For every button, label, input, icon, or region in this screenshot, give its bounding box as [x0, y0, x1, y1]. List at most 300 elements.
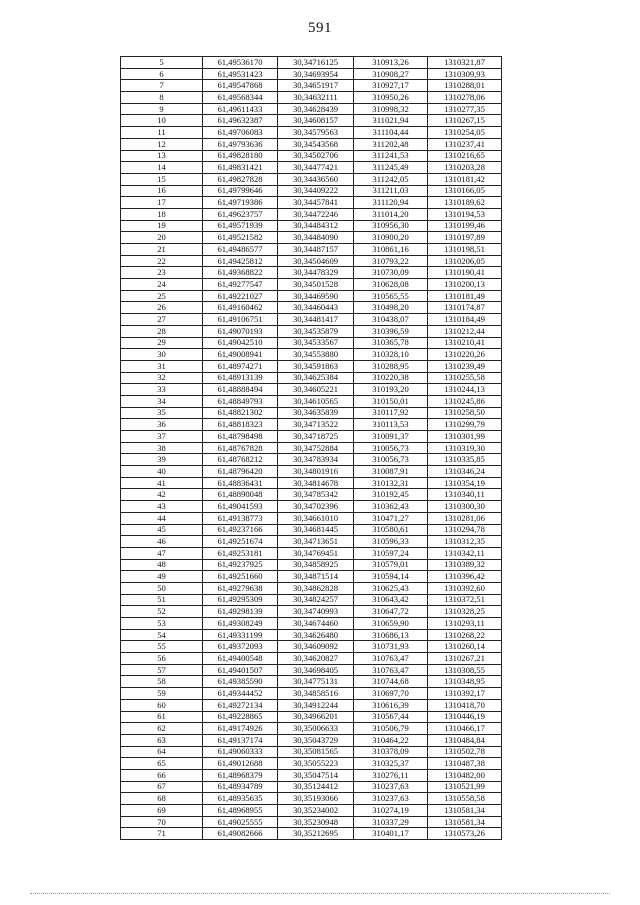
- point-number-cell: 20: [121, 232, 203, 244]
- y-coordinate-cell: 1310396,42: [428, 571, 502, 583]
- table-row: [121, 115, 502, 127]
- point-number-cell: 7: [121, 80, 203, 92]
- longitude-cell: 30,35212695: [278, 828, 354, 840]
- table-row: [121, 57, 502, 69]
- longitude-cell: 30,34478329: [278, 267, 354, 279]
- y-coordinate-cell: 1310181,49: [428, 290, 502, 302]
- y-coordinate-cell: 1310354,19: [428, 477, 502, 489]
- latitude-cell: 61,48913139: [203, 372, 278, 384]
- table-row: [121, 372, 502, 384]
- y-coordinate-cell: 1310212,44: [428, 325, 502, 337]
- y-coordinate-cell: 1310198,51: [428, 244, 502, 256]
- x-coordinate-cell: 311211,03: [354, 185, 428, 197]
- y-coordinate-cell: 1310267,15: [428, 115, 502, 127]
- y-coordinate-cell: 1310335,85: [428, 454, 502, 466]
- y-coordinate-cell: 1310237,41: [428, 138, 502, 150]
- latitude-cell: 61,49831421: [203, 162, 278, 174]
- x-coordinate-cell: 310763,47: [354, 653, 428, 665]
- table-row: [121, 80, 502, 92]
- table-row: [121, 758, 502, 770]
- latitude-cell: 61,49827828: [203, 173, 278, 185]
- y-coordinate-cell: 1310254,05: [428, 127, 502, 139]
- coordinates-table-body: [121, 57, 502, 840]
- y-coordinate-cell: 1310392,60: [428, 582, 502, 594]
- point-number-cell: 40: [121, 466, 203, 478]
- x-coordinate-cell: 310697,70: [354, 688, 428, 700]
- longitude-cell: 30,34625384: [278, 372, 354, 384]
- y-coordinate-cell: 1310312,35: [428, 536, 502, 548]
- latitude-cell: 61,49547868: [203, 80, 278, 92]
- table-row: [121, 360, 502, 372]
- latitude-cell: 61,49401507: [203, 664, 278, 676]
- point-number-cell: 29: [121, 337, 203, 349]
- latitude-cell: 61,49793636: [203, 138, 278, 150]
- table-row: [121, 501, 502, 513]
- point-number-cell: 14: [121, 162, 203, 174]
- latitude-cell: 61,49571939: [203, 220, 278, 232]
- point-number-cell: 58: [121, 676, 203, 688]
- latitude-cell: 61,49174926: [203, 723, 278, 735]
- y-coordinate-cell: 1310190,41: [428, 267, 502, 279]
- latitude-cell: 61,49228865: [203, 711, 278, 723]
- longitude-cell: 30,34635839: [278, 407, 354, 419]
- table-row: [121, 454, 502, 466]
- longitude-cell: 30,34477421: [278, 162, 354, 174]
- y-coordinate-cell: 1310197,89: [428, 232, 502, 244]
- table-row: [121, 688, 502, 700]
- x-coordinate-cell: 310913,26: [354, 57, 428, 69]
- y-coordinate-cell: 1310260,14: [428, 641, 502, 653]
- x-coordinate-cell: 310365,78: [354, 337, 428, 349]
- x-coordinate-cell: 310956,30: [354, 220, 428, 232]
- x-coordinate-cell: 310220,38: [354, 372, 428, 384]
- point-number-cell: 55: [121, 641, 203, 653]
- longitude-cell: 30,34504609: [278, 255, 354, 267]
- latitude-cell: 61,49372093: [203, 641, 278, 653]
- longitude-cell: 30,34702396: [278, 501, 354, 513]
- table-row: [121, 197, 502, 209]
- latitude-cell: 61,49106751: [203, 314, 278, 326]
- table-row: [121, 734, 502, 746]
- x-coordinate-cell: 310056,73: [354, 442, 428, 454]
- table-row: [121, 290, 502, 302]
- longitude-cell: 30,34460443: [278, 302, 354, 314]
- point-number-cell: 12: [121, 138, 203, 150]
- table-row: [121, 793, 502, 805]
- point-number-cell: 67: [121, 781, 203, 793]
- latitude-cell: 61,49611433: [203, 103, 278, 115]
- point-number-cell: 50: [121, 582, 203, 594]
- table-row: [121, 127, 502, 139]
- point-number-cell: 21: [121, 244, 203, 256]
- table-row: [121, 559, 502, 571]
- point-number-cell: 52: [121, 606, 203, 618]
- y-coordinate-cell: 1310244,13: [428, 384, 502, 396]
- point-number-cell: 42: [121, 489, 203, 501]
- x-coordinate-cell: 310900,20: [354, 232, 428, 244]
- y-coordinate-cell: 1310521,99: [428, 781, 502, 793]
- longitude-cell: 30,34651917: [278, 80, 354, 92]
- x-coordinate-cell: 310396,59: [354, 325, 428, 337]
- x-coordinate-cell: 310567,44: [354, 711, 428, 723]
- point-number-cell: 33: [121, 384, 203, 396]
- x-coordinate-cell: 310625,43: [354, 582, 428, 594]
- point-number-cell: 39: [121, 454, 203, 466]
- y-coordinate-cell: 1310293,11: [428, 618, 502, 630]
- x-coordinate-cell: 310378,09: [354, 746, 428, 758]
- point-number-cell: 51: [121, 594, 203, 606]
- table-row: [121, 629, 502, 641]
- y-coordinate-cell: 1310268,22: [428, 629, 502, 641]
- table-row: [121, 279, 502, 291]
- x-coordinate-cell: 310237,63: [354, 781, 428, 793]
- y-coordinate-cell: 1310389,32: [428, 559, 502, 571]
- x-coordinate-cell: 310362,43: [354, 501, 428, 513]
- latitude-cell: 61,49041593: [203, 501, 278, 513]
- table-row: [121, 477, 502, 489]
- longitude-cell: 30,34752884: [278, 442, 354, 454]
- longitude-cell: 30,34769451: [278, 547, 354, 559]
- table-row: [121, 244, 502, 256]
- table-row: [121, 547, 502, 559]
- point-number-cell: 10: [121, 115, 203, 127]
- y-coordinate-cell: 1310300,30: [428, 501, 502, 513]
- point-number-cell: 43: [121, 501, 203, 513]
- point-number-cell: 6: [121, 68, 203, 80]
- latitude-cell: 61,48974271: [203, 360, 278, 372]
- point-number-cell: 62: [121, 723, 203, 735]
- latitude-cell: 61,49025555: [203, 816, 278, 828]
- point-number-cell: 38: [121, 442, 203, 454]
- table-row: [121, 594, 502, 606]
- table-row: [121, 419, 502, 431]
- y-coordinate-cell: 1310301,99: [428, 431, 502, 443]
- point-number-cell: 19: [121, 220, 203, 232]
- longitude-cell: 30,34626480: [278, 629, 354, 641]
- longitude-cell: 30,34591863: [278, 360, 354, 372]
- longitude-cell: 30,34824257: [278, 594, 354, 606]
- x-coordinate-cell: 310337,29: [354, 816, 428, 828]
- point-number-cell: 13: [121, 150, 203, 162]
- y-coordinate-cell: 1310281,06: [428, 512, 502, 524]
- point-number-cell: 53: [121, 618, 203, 630]
- longitude-cell: 30,35055223: [278, 758, 354, 770]
- table-row: [121, 489, 502, 501]
- point-number-cell: 69: [121, 805, 203, 817]
- y-coordinate-cell: 1310258,50: [428, 407, 502, 419]
- y-coordinate-cell: 1310392,17: [428, 688, 502, 700]
- y-coordinate-cell: 1310294,78: [428, 524, 502, 536]
- y-coordinate-cell: 1310216,65: [428, 150, 502, 162]
- latitude-cell: 61,49295309: [203, 594, 278, 606]
- y-coordinate-cell: 1310484,84: [428, 734, 502, 746]
- table-row: [121, 431, 502, 443]
- x-coordinate-cell: 310998,32: [354, 103, 428, 115]
- y-coordinate-cell: 1310581,34: [428, 816, 502, 828]
- latitude-cell: 61,49344452: [203, 688, 278, 700]
- y-coordinate-cell: 1310581,34: [428, 805, 502, 817]
- latitude-cell: 61,48934789: [203, 781, 278, 793]
- longitude-cell: 30,34484312: [278, 220, 354, 232]
- page-number: 591: [308, 20, 332, 36]
- latitude-cell: 61,49251660: [203, 571, 278, 583]
- latitude-cell: 61,49042510: [203, 337, 278, 349]
- latitude-cell: 61,49706083: [203, 127, 278, 139]
- x-coordinate-cell: 311242,05: [354, 173, 428, 185]
- y-coordinate-cell: 1310328,25: [428, 606, 502, 618]
- table-row: [121, 185, 502, 197]
- latitude-cell: 61,48767828: [203, 442, 278, 454]
- longitude-cell: 30,34674460: [278, 618, 354, 630]
- x-coordinate-cell: 310192,45: [354, 489, 428, 501]
- latitude-cell: 61,49070193: [203, 325, 278, 337]
- x-coordinate-cell: 311104,44: [354, 127, 428, 139]
- latitude-cell: 61,49277547: [203, 279, 278, 291]
- coordinates-table: [120, 56, 502, 840]
- table-row: [121, 653, 502, 665]
- table-row: [121, 162, 502, 174]
- latitude-cell: 61,49623757: [203, 208, 278, 220]
- table-row: [121, 103, 502, 115]
- x-coordinate-cell: 310596,33: [354, 536, 428, 548]
- latitude-cell: 61,48888494: [203, 384, 278, 396]
- x-coordinate-cell: 310288,95: [354, 360, 428, 372]
- page-bottom-divider: [30, 893, 610, 894]
- x-coordinate-cell: 310580,61: [354, 524, 428, 536]
- latitude-cell: 61,48836431: [203, 477, 278, 489]
- latitude-cell: 61,48935635: [203, 793, 278, 805]
- table-row: [121, 466, 502, 478]
- latitude-cell: 61,49237925: [203, 559, 278, 571]
- longitude-cell: 30,34610565: [278, 395, 354, 407]
- latitude-cell: 61,49400548: [203, 653, 278, 665]
- y-coordinate-cell: 1310446,19: [428, 711, 502, 723]
- y-coordinate-cell: 1310321,87: [428, 57, 502, 69]
- x-coordinate-cell: 311120,94: [354, 197, 428, 209]
- table-row: [121, 349, 502, 361]
- table-row: [121, 582, 502, 594]
- longitude-cell: 30,34661010: [278, 512, 354, 524]
- longitude-cell: 30,35124412: [278, 781, 354, 793]
- longitude-cell: 30,35234002: [278, 805, 354, 817]
- x-coordinate-cell: 310861,16: [354, 244, 428, 256]
- point-number-cell: 70: [121, 816, 203, 828]
- latitude-cell: 61,49251674: [203, 536, 278, 548]
- point-number-cell: 17: [121, 197, 203, 209]
- point-number-cell: 9: [121, 103, 203, 115]
- point-number-cell: 31: [121, 360, 203, 372]
- table-row: [121, 571, 502, 583]
- longitude-cell: 30,34966201: [278, 711, 354, 723]
- point-number-cell: 65: [121, 758, 203, 770]
- y-coordinate-cell: 1310342,11: [428, 547, 502, 559]
- longitude-cell: 30,34469590: [278, 290, 354, 302]
- longitude-cell: 30,35006633: [278, 723, 354, 735]
- table-row: [121, 232, 502, 244]
- latitude-cell: 61,48968379: [203, 769, 278, 781]
- y-coordinate-cell: 1310255,58: [428, 372, 502, 384]
- latitude-cell: 61,49272134: [203, 699, 278, 711]
- longitude-cell: 30,35043729: [278, 734, 354, 746]
- point-number-cell: 44: [121, 512, 203, 524]
- y-coordinate-cell: 1310487,38: [428, 758, 502, 770]
- point-number-cell: 64: [121, 746, 203, 758]
- y-coordinate-cell: 1310299,79: [428, 419, 502, 431]
- latitude-cell: 61,49237166: [203, 524, 278, 536]
- point-number-cell: 59: [121, 688, 203, 700]
- y-coordinate-cell: 1310346,24: [428, 466, 502, 478]
- point-number-cell: 23: [121, 267, 203, 279]
- table-row: [121, 314, 502, 326]
- x-coordinate-cell: 310506,79: [354, 723, 428, 735]
- y-coordinate-cell: 1310309,93: [428, 68, 502, 80]
- x-coordinate-cell: 310325,37: [354, 758, 428, 770]
- longitude-cell: 30,34502706: [278, 150, 354, 162]
- longitude-cell: 30,34481417: [278, 314, 354, 326]
- latitude-cell: 61,48796420: [203, 466, 278, 478]
- x-coordinate-cell: 310594,14: [354, 571, 428, 583]
- table-row: [121, 699, 502, 711]
- x-coordinate-cell: 311245,49: [354, 162, 428, 174]
- point-number-cell: 68: [121, 793, 203, 805]
- table-row: [121, 816, 502, 828]
- longitude-cell: 30,34912244: [278, 699, 354, 711]
- longitude-cell: 30,34862828: [278, 582, 354, 594]
- table-row: [121, 150, 502, 162]
- table-row: [121, 442, 502, 454]
- longitude-cell: 30,34533567: [278, 337, 354, 349]
- table-row: [121, 267, 502, 279]
- longitude-cell: 30,34436560: [278, 173, 354, 185]
- x-coordinate-cell: 310471,27: [354, 512, 428, 524]
- longitude-cell: 30,34785342: [278, 489, 354, 501]
- latitude-cell: 61,49799646: [203, 185, 278, 197]
- x-coordinate-cell: 310616,39: [354, 699, 428, 711]
- longitude-cell: 30,34501528: [278, 279, 354, 291]
- point-number-cell: 8: [121, 92, 203, 104]
- latitude-cell: 61,49425812: [203, 255, 278, 267]
- longitude-cell: 30,34628439: [278, 103, 354, 115]
- x-coordinate-cell: 310401,17: [354, 828, 428, 840]
- x-coordinate-cell: 310150,01: [354, 395, 428, 407]
- x-coordinate-cell: 310643,42: [354, 594, 428, 606]
- x-coordinate-cell: 310730,09: [354, 267, 428, 279]
- y-coordinate-cell: 1310573,26: [428, 828, 502, 840]
- table-row: [121, 395, 502, 407]
- y-coordinate-cell: 1310308,55: [428, 664, 502, 676]
- x-coordinate-cell: 311202,48: [354, 138, 428, 150]
- longitude-cell: 30,34698405: [278, 664, 354, 676]
- x-coordinate-cell: 310117,92: [354, 407, 428, 419]
- table-row: [121, 92, 502, 104]
- table-row: [121, 618, 502, 630]
- latitude-cell: 61,49828180: [203, 150, 278, 162]
- x-coordinate-cell: 310274,19: [354, 805, 428, 817]
- longitude-cell: 30,34783934: [278, 454, 354, 466]
- latitude-cell: 61,49531423: [203, 68, 278, 80]
- latitude-cell: 61,49012688: [203, 758, 278, 770]
- longitude-cell: 30,34608157: [278, 115, 354, 127]
- x-coordinate-cell: 310793,22: [354, 255, 428, 267]
- y-coordinate-cell: 1310203,28: [428, 162, 502, 174]
- longitude-cell: 30,34740993: [278, 606, 354, 618]
- x-coordinate-cell: 310950,26: [354, 92, 428, 104]
- longitude-cell: 30,34543568: [278, 138, 354, 150]
- point-number-cell: 56: [121, 653, 203, 665]
- longitude-cell: 30,34858516: [278, 688, 354, 700]
- point-number-cell: 32: [121, 372, 203, 384]
- point-number-cell: 11: [121, 127, 203, 139]
- longitude-cell: 30,34605221: [278, 384, 354, 396]
- y-coordinate-cell: 1310466,17: [428, 723, 502, 735]
- longitude-cell: 30,35193066: [278, 793, 354, 805]
- point-number-cell: 24: [121, 279, 203, 291]
- latitude-cell: 61,49253181: [203, 547, 278, 559]
- table-row: [121, 407, 502, 419]
- point-number-cell: 48: [121, 559, 203, 571]
- table-row: [121, 828, 502, 840]
- table-row: [121, 138, 502, 150]
- latitude-cell: 61,49632387: [203, 115, 278, 127]
- table-row: [121, 208, 502, 220]
- x-coordinate-cell: 310908,27: [354, 68, 428, 80]
- x-coordinate-cell: 310438,07: [354, 314, 428, 326]
- x-coordinate-cell: 310132,31: [354, 477, 428, 489]
- x-coordinate-cell: 310579,01: [354, 559, 428, 571]
- point-number-cell: 46: [121, 536, 203, 548]
- point-number-cell: 63: [121, 734, 203, 746]
- table-row: [121, 337, 502, 349]
- point-number-cell: 54: [121, 629, 203, 641]
- table-row: [121, 536, 502, 548]
- x-coordinate-cell: 310056,73: [354, 454, 428, 466]
- point-number-cell: 36: [121, 419, 203, 431]
- latitude-cell: 61,48768212: [203, 454, 278, 466]
- x-coordinate-cell: 310731,93: [354, 641, 428, 653]
- point-number-cell: 5: [121, 57, 203, 69]
- y-coordinate-cell: 1310206,05: [428, 255, 502, 267]
- latitude-cell: 61,49568344: [203, 92, 278, 104]
- y-coordinate-cell: 1310319,30: [428, 442, 502, 454]
- y-coordinate-cell: 1310174,87: [428, 302, 502, 314]
- table-row: [121, 524, 502, 536]
- table-row: [121, 220, 502, 232]
- longitude-cell: 30,34487157: [278, 244, 354, 256]
- x-coordinate-cell: 310565,55: [354, 290, 428, 302]
- table-row: [121, 805, 502, 817]
- point-number-cell: 30: [121, 349, 203, 361]
- x-coordinate-cell: 310686,13: [354, 629, 428, 641]
- x-coordinate-cell: 311241,53: [354, 150, 428, 162]
- table-row: [121, 711, 502, 723]
- longitude-cell: 30,34472246: [278, 208, 354, 220]
- latitude-cell: 61,49331199: [203, 629, 278, 641]
- y-coordinate-cell: 1310166,05: [428, 185, 502, 197]
- y-coordinate-cell: 1310194,53: [428, 208, 502, 220]
- point-number-cell: 25: [121, 290, 203, 302]
- point-number-cell: 60: [121, 699, 203, 711]
- y-coordinate-cell: 1310278,06: [428, 92, 502, 104]
- table-row: [121, 746, 502, 758]
- longitude-cell: 30,34718725: [278, 431, 354, 443]
- y-coordinate-cell: 1310239,49: [428, 360, 502, 372]
- point-number-cell: 34: [121, 395, 203, 407]
- latitude-cell: 61,49536170: [203, 57, 278, 69]
- x-coordinate-cell: 310597,24: [354, 547, 428, 559]
- point-number-cell: 16: [121, 185, 203, 197]
- y-coordinate-cell: 1310340,11: [428, 489, 502, 501]
- latitude-cell: 61,49138773: [203, 512, 278, 524]
